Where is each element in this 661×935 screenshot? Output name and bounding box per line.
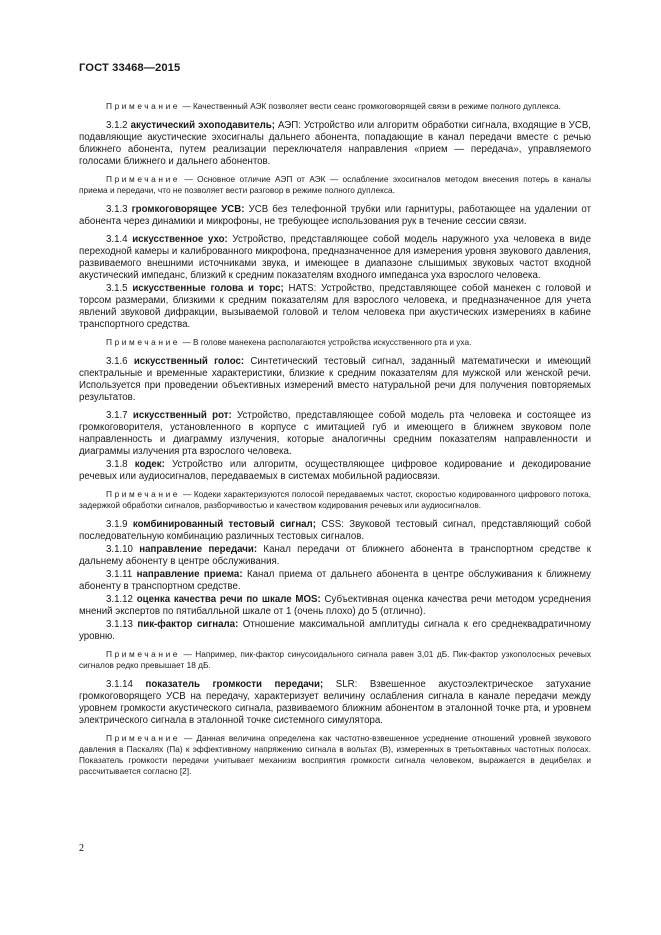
defined-term: искусственные голова и торс;	[132, 283, 284, 294]
defined-term: пик-фактор сигнала:	[137, 619, 239, 630]
defined-term: искусственный голос:	[133, 356, 245, 367]
clause-number: 3.1.8	[106, 459, 128, 470]
clause-number: 3.1.12	[106, 594, 133, 605]
defined-term: акустический эхоподавитель;	[130, 120, 275, 131]
note-label: Примечание	[106, 733, 181, 743]
defined-term: оценка качества речи по шкале MOS:	[136, 594, 321, 605]
clause-number: 3.1.10	[106, 544, 133, 555]
defined-term: кодек:	[134, 459, 165, 470]
note-label: Примечание	[106, 489, 181, 499]
note-label: Примечание	[106, 174, 181, 184]
note-label: Примечание	[106, 649, 181, 659]
note-text: — Кодеки характеризуются полосой передаваемых частот, скоростью кодированного цифрового потока, задержкой обработки сигналов, разборчивостью и качеством кодирования речевых или аудиосигналов.	[79, 489, 591, 510]
definition-text: Синтетический тестовый сигнал, заданный математически и имеющий спектральные и временные характеристики, близкие к средним показателям для мужской или женской речи. Используется при проведении объективных измерений вместо натуральной речи для получения повторяемых результатов.	[79, 356, 591, 403]
defined-term: громкоговорящее УСВ:	[131, 204, 245, 215]
note	[79, 174, 591, 196]
clause-number: 3.1.9	[106, 519, 128, 530]
definition-paragraph	[79, 204, 591, 228]
note-label: Примечание	[106, 101, 181, 111]
page-number: 2	[79, 843, 84, 854]
definition-paragraph	[79, 619, 591, 643]
note	[79, 733, 591, 777]
definition-paragraph	[79, 410, 591, 458]
defined-term: комбинированный тестовый сигнал;	[132, 519, 316, 530]
standard-header: ГОСТ 33468—2015	[79, 62, 181, 74]
definition-text: SLR: Взвешенное акустоэлектрическое затухание громкоговорящего УСВ на передачу, характеризует величину ослабления сигнала в канале передачи между уровнем громкости акустического сигнала, развиваемого ближним абонентом в эталонной точке рта, и уровнем электрического сигнала в эталонной точке системного симулятора.	[79, 679, 591, 726]
clause-number: 3.1.13	[106, 619, 133, 630]
note	[79, 649, 591, 671]
clause-number: 3.1.5	[106, 283, 128, 294]
definition-paragraph	[79, 679, 591, 727]
definition-text: Устройство, представляющее собой модель рта человека и состоящее из громкоговорителя, установленного в корпусе с имитацией губ и имеющего в ближнем звуковом поле направленность и диаграмму излучения, которые аналогичны средним показателям направленности и диаграммы излучения рта взрослого человека.	[79, 410, 591, 457]
definition-text: Канал приема от дальнего абонента в центре обслуживания к ближнему абоненту в транспортном средстве.	[79, 569, 592, 592]
definition-text: CSS: Звуковой тестовый сигнал, представляющий собой последовательную комбинацию различных тестовых сигналов.	[79, 519, 591, 542]
definition-paragraph	[79, 356, 591, 404]
definition-text: Отношение максимальной амплитуды сигнала к его среднеквадратичному уровню.	[79, 619, 591, 642]
defined-term: показатель громкости передачи;	[145, 679, 324, 690]
defined-term: направление приема:	[136, 569, 243, 580]
definition-text: АЭП: Устройство или алгоритм обработки сигнала, входящие в УСВ, подавляющие акустические эхосигналы дальнего абонента, попадающие в канал передачи вместе с речью ближнего абонента, путем реализации переключателя направления «прием — передача», управляемого голосами ближнего и дальнего абонентов.	[79, 120, 591, 167]
note	[79, 101, 591, 112]
definition-paragraph	[79, 519, 591, 543]
note-text: — Например, пик-фактор синусоидального сигнала равен 3,01 дБ. Пик-фактор узкополосных речевых сигналов редко превышает 18 дБ.	[79, 649, 591, 670]
definition-paragraph	[79, 120, 591, 168]
defined-term: искусственный рот:	[132, 410, 232, 421]
clause-number: 3.1.3	[106, 204, 128, 215]
clause-number: 3.1.6	[106, 356, 128, 367]
definition-text: Субъективная оценка качества речи методом усреднения мнений экспертов по пятибалльной шкале от 1 (очень плохо) до 5 (отлично).	[79, 594, 591, 617]
note-text: — Качественный АЭК позволяет вести сеанс громкоговорящей связи в режиме полного дуплекса.	[182, 101, 561, 111]
definition-paragraph	[79, 234, 591, 282]
definition-text: Канал передачи от ближнего абонента в транспортном средстве к дальнему абоненту в центре обслуживания.	[79, 544, 591, 567]
definition-paragraph	[79, 594, 591, 618]
definition-text: УСВ без телефонной трубки или гарнитуры, работающее на удалении от абонента через динамики и микрофоны, не требующее использования рук в течение сессии связи.	[79, 204, 592, 227]
defined-term: искусственное ухо:	[132, 234, 228, 245]
clause-number: 3.1.7	[106, 410, 128, 421]
definition-text: HATS: Устройство, представляющее собой манекен с головой и торсом размерами, близкими к средним показателям для взрослого человека, и предназначенное для учета явлений звуковой дифракции, вызываемой головой и телом человека при акустических измерениях в кабине транспортного средства.	[79, 283, 591, 330]
clause-number: 3.1.11	[106, 569, 133, 580]
document-body	[79, 101, 591, 777]
defined-term: направление передачи:	[139, 544, 258, 555]
note-text: — Данная величина определена как частотно-взвешенное усреднение отношений уровней звукового давления в Паскалях (Па) к эффективному напряжению сигнала в вольтах (В), измеренных в третьоктавных частотных полосах. Показатель громкости передачи учитывает механизм восприятия громкости сигнала человеком, выражается в децибелах и рассчитывается согласно [2].	[79, 733, 591, 776]
note	[79, 489, 591, 511]
definition-paragraph	[79, 283, 591, 331]
clause-number: 3.1.14	[106, 679, 133, 690]
note-text: — В голове манекена располагаются устройства искусственного рта и уха.	[182, 337, 472, 347]
note-text: — Основное отличие АЭП от АЭК — ослабление эхосигналов методом внесения потерь в каналы приема и передачи, что не позволяет вести разговор в режиме полного дуплекса.	[79, 174, 591, 195]
definition-text: Устройство или алгоритм, осуществляющее цифровое кодирование и декодирование речевых или аудиосигналов, передаваемых в системах мобильной радиосвязи.	[79, 459, 591, 482]
note	[79, 337, 591, 348]
note-label: Примечание	[106, 337, 181, 347]
definition-paragraph	[79, 569, 591, 593]
definition-text: Устройство, представляющее собой модель наружного уха человека в виде переходной камеры и калиброванного микрофона, предназначенное для измерения уровня звукового давления, развиваемого внешними источниками звука, и имеющее в диапазоне слышимых звуковых частот входной акустический импеданс, близкий к средним показателям входного импеданса уха взрослого человека.	[79, 234, 591, 281]
definition-paragraph	[79, 544, 591, 568]
clause-number: 3.1.4	[106, 234, 128, 245]
clause-number: 3.1.2	[106, 120, 128, 131]
definition-paragraph	[79, 459, 591, 483]
